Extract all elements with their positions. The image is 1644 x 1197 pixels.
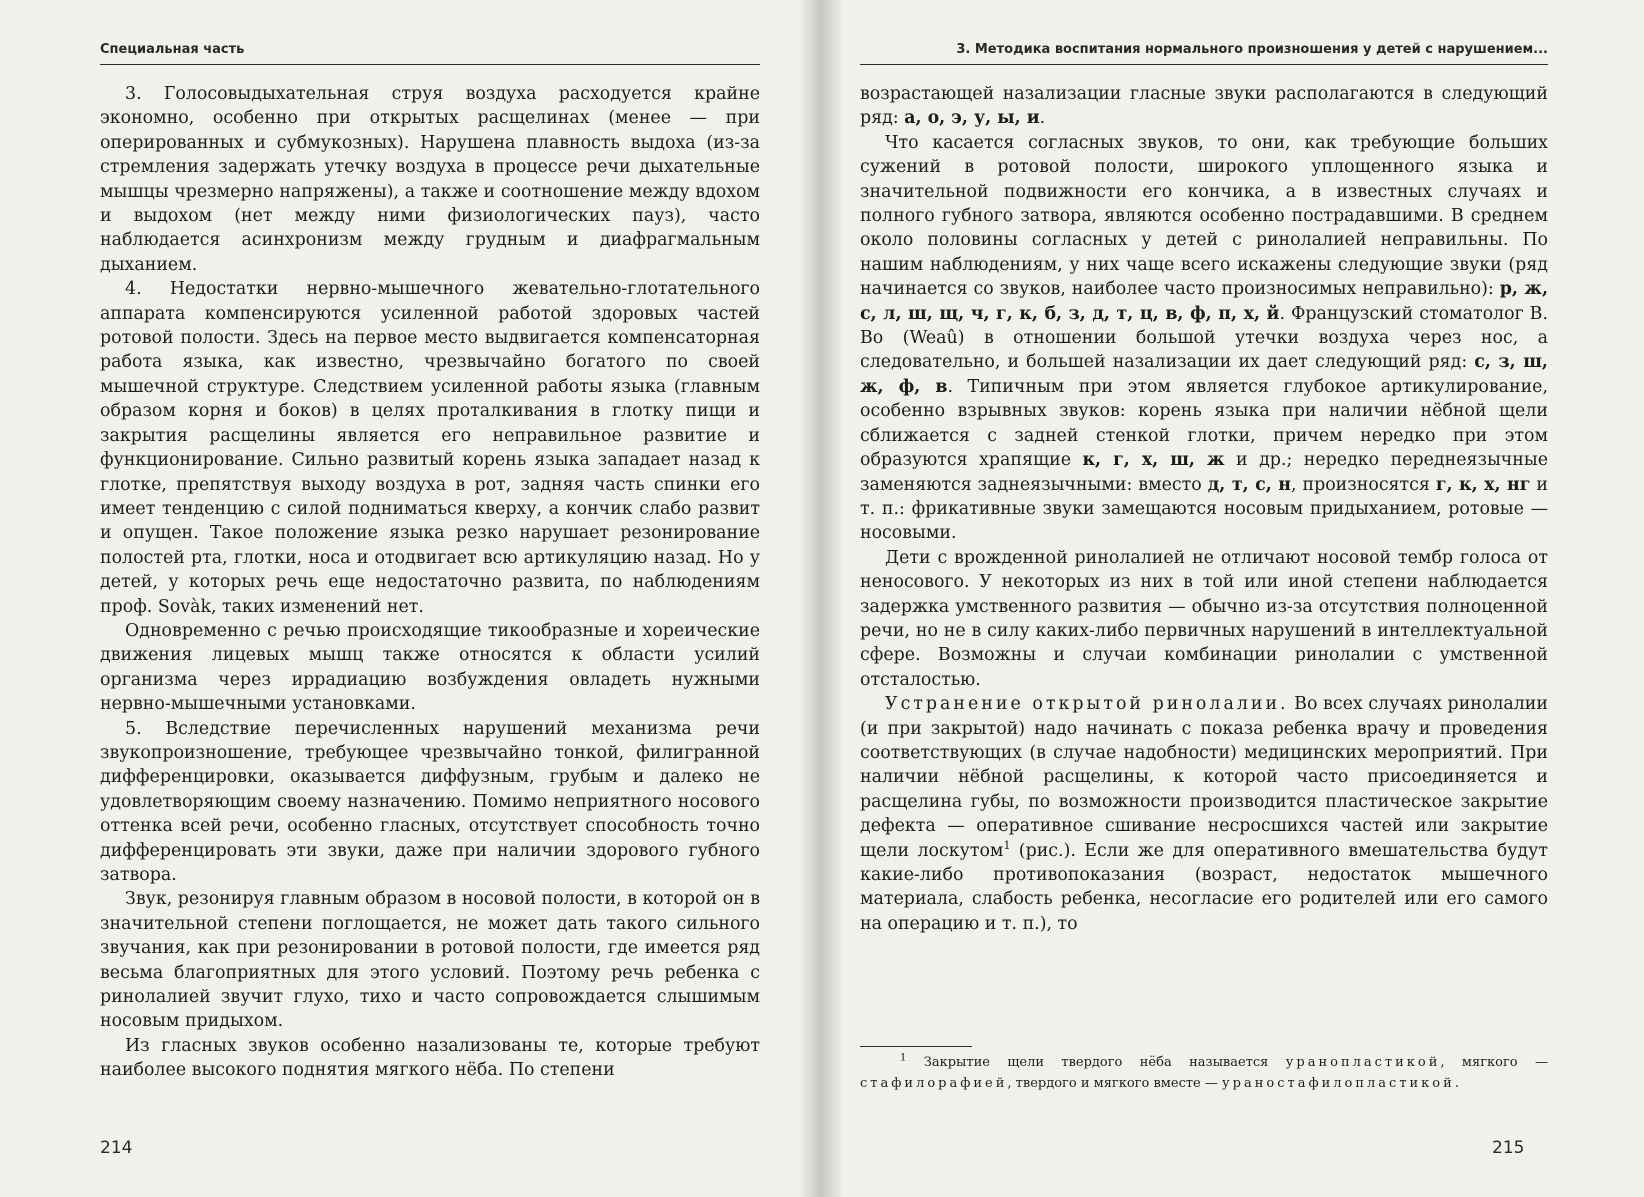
- running-head: Специальная часть: [100, 42, 245, 57]
- body-text: [860, 82, 1548, 936]
- consonant-series: г, к, х, нг: [1435, 474, 1531, 495]
- consonant-series: р, ж, с, л, ш, щ, ч, г, к, б, з, д, т, ц, в, ф, п, х, й: [860, 279, 1548, 324]
- page-number: 215: [1492, 1138, 1525, 1158]
- footnote-mark: 1: [900, 1052, 907, 1064]
- paragraph: Дети с врожденной ринолалией не отличают носовой тембр голоса от неносового. У некоторых из них в той или иной степени наблюдается задержка умственного развития — обычно из-за отсутствия полноценной речи, но не в силу каких-либо первичных нарушений в интеллектуальной сфере. Возможны и случаи комбинации ринолалии с умственной отсталостью.: [860, 547, 1548, 690]
- text-run: .: [1039, 108, 1046, 129]
- paragraph: 5. Вследствие перечисленных нарушений механизма речи звукопроизношение, требующее чрезвычайно тонкой, филигранной дифференцировки, оказывается диффузным, грубым и далеко не удовлетворяющим своему назначению. Помимо неприятного носового оттенка всей речи, особенно гласных, отсутствует способность точно дифференцировать эти звуки, даже при наличии здорового губного затвора.: [100, 718, 760, 885]
- text-run: (рис.). Если же для оперативного вмешательства будут какие-либо противопоказания (возраст, недостаток мышечного материала, слабость ребенка, несогласие его родителей или его самого на операцию и т. п.), то: [860, 840, 1548, 934]
- term: стафилорафией: [860, 1076, 1008, 1091]
- text-run: .: [1454, 1076, 1459, 1091]
- text-run: и др.; нередко переднеязычные заменяются заднеязычными: вместо: [860, 450, 1549, 495]
- footnote-rule: [860, 1046, 972, 1047]
- paragraph: 3. Голосовыдыхательная струя воздуха расходуется крайне экономно, особенно при открытых расщелинах (менее — при оперированных и субмукозных). Нарушена плавность выдоха (из-за стремления задержать утечку воздуха в процессе речи дыхательные мышцы чрезмерно напряжены), а также и соотношение между вдохом и выдохом (нет между ними физиологических пауз), часто наблюдается асинхронизм между грудным и диафрагмальным дыханием.: [100, 84, 760, 275]
- text-run: Во всех случаях ринолалии (и при закрытой) надо начинать с показа ребенка врачу и проведения соответствующих (в случае надобности) медицинских мероприятий. При наличии нёбной расщелины, к которой часто присоединяется и расщелина губы, по возможности производится пластическое закрытие дефекта — оперативное сшивание несросшихся частей или закрытие щели лоскутом: [860, 694, 1548, 861]
- text-run: Закрытие щели твердого нёба называется: [906, 1055, 1286, 1070]
- page-number: 214: [100, 1138, 133, 1158]
- vowel-series: а, о, э, у, ы, и: [904, 108, 1040, 129]
- footnote-marker: 1: [1003, 838, 1011, 852]
- gutter-shadow: [822, 0, 844, 1197]
- body-text: [100, 82, 760, 1083]
- running-head: 3. Методика воспитания нормального произношения у детей с нарушением...: [956, 42, 1548, 57]
- paragraph: [860, 82, 1548, 131]
- footnote: [860, 1052, 1548, 1094]
- text-run: , произносятся: [1291, 474, 1436, 495]
- text-run: Что касается согласных звуков, то они, как требующие больших сужений в ротовой полости, широкого уплощенного языка и значительной подвижности его кончика, а в известных случаях и полного губного затвора, являются особенно пострадавшими. В среднем около половины согласных у детей с ринолалией неправильны. По нашим наблюдениям, у них чаще всего искажены следующие звуки (ряд начинается со звуков, наиболее часто произносимых неправильно):: [860, 132, 1548, 300]
- paragraph: Одновременно с речью происходящие тикообразные и хореические движения лицевых мышц также относятся к области усилий организма через иррадиацию возбуждения овладеть нужными нервно-мышечными установками.: [100, 620, 760, 715]
- term: уранопластикой: [1285, 1055, 1441, 1070]
- text-run: возрастающей назализации гласные звуки располагаются в следующий ряд:: [860, 84, 1548, 129]
- paragraph: 4. Недостатки нервно-мышечного жевательно-глотательного аппарата компенсируются усиленной работой здоровых частей ротовой полости. Здесь на первое место выдвигается компенсаторная работа языка, как известно, чрезвычайно богатого по своей мышечной структуре. Следствием усиленной работы языка (главным образом корня и боков) в целях проталкивания в глотку пищи и закрытия расщелины является его неправильное развитие и функционирование. Сильно развитый корень языка западает назад к глотке, препятствуя выходу воздуха в рот, задняя часть спинки его имеет тенденцию с силой подниматься кверху, а кончик слабо развит и опущен. Такое положение языка резко нарушает резонирование полостей рта, глотки, носа и отодвигает всю артикуляцию назад. Но у детей, у которых речь еще недостаточно развита, по наблюдениям проф. Sovàk, таких изменений нет.: [100, 279, 760, 617]
- header-rule: [860, 64, 1548, 65]
- paragraph: Из гласных звуков особенно назализованы те, которые требуют наиболее высокого поднятия мягкого нёба. По степени: [100, 1035, 760, 1081]
- consonant-series: с, з, ш, ж, ф, в: [860, 352, 1548, 397]
- right-page: [822, 0, 1644, 1197]
- paragraph: Звук, резонируя главным образом в носовой полости, в которой он в значительной степени поглощается, не может дать такого сильного звучания, как при резонировании в ротовой полости, где имеется ряд весьма благоприятных для этого условий. Поэтому речь ребенка с ринолалией звучит глухо, тихо и часто сопровождается слышимым носовым придыхом.: [100, 889, 760, 1032]
- term: ураностафилопластикой: [1222, 1076, 1455, 1091]
- text-run: и т. п.: фрикативные звуки замещаются носовым придыханием, ротовые — носовыми.: [860, 474, 1548, 544]
- text-run: , твердого и мягкого вместе —: [1007, 1076, 1223, 1091]
- text-run: , мягкого —: [1440, 1055, 1548, 1070]
- header-rule: [100, 64, 760, 65]
- consonant-series: д, т, с, н: [1207, 474, 1291, 495]
- paragraph: [860, 692, 1548, 936]
- text-run: . Типичным при этом является глубокое артикулирование, особенно взрывных звуков: корень языка при наличии нёбной щели сближается с задней стенкой глотки, причем нередко при этом образуются храпящие: [860, 376, 1549, 471]
- gutter-shadow: [798, 0, 822, 1197]
- text-run: . Французский стоматолог В. Во (Weaû) в отношении большой утечки воздуха через нос, а следовательно, и большей назализации их дает следующий ряд:: [860, 303, 1548, 373]
- consonant-series: к, г, х, ш, ж: [1082, 450, 1225, 471]
- section-heading-inline: Устранение открытой ринолалии.: [885, 694, 1289, 715]
- paragraph: [860, 131, 1548, 546]
